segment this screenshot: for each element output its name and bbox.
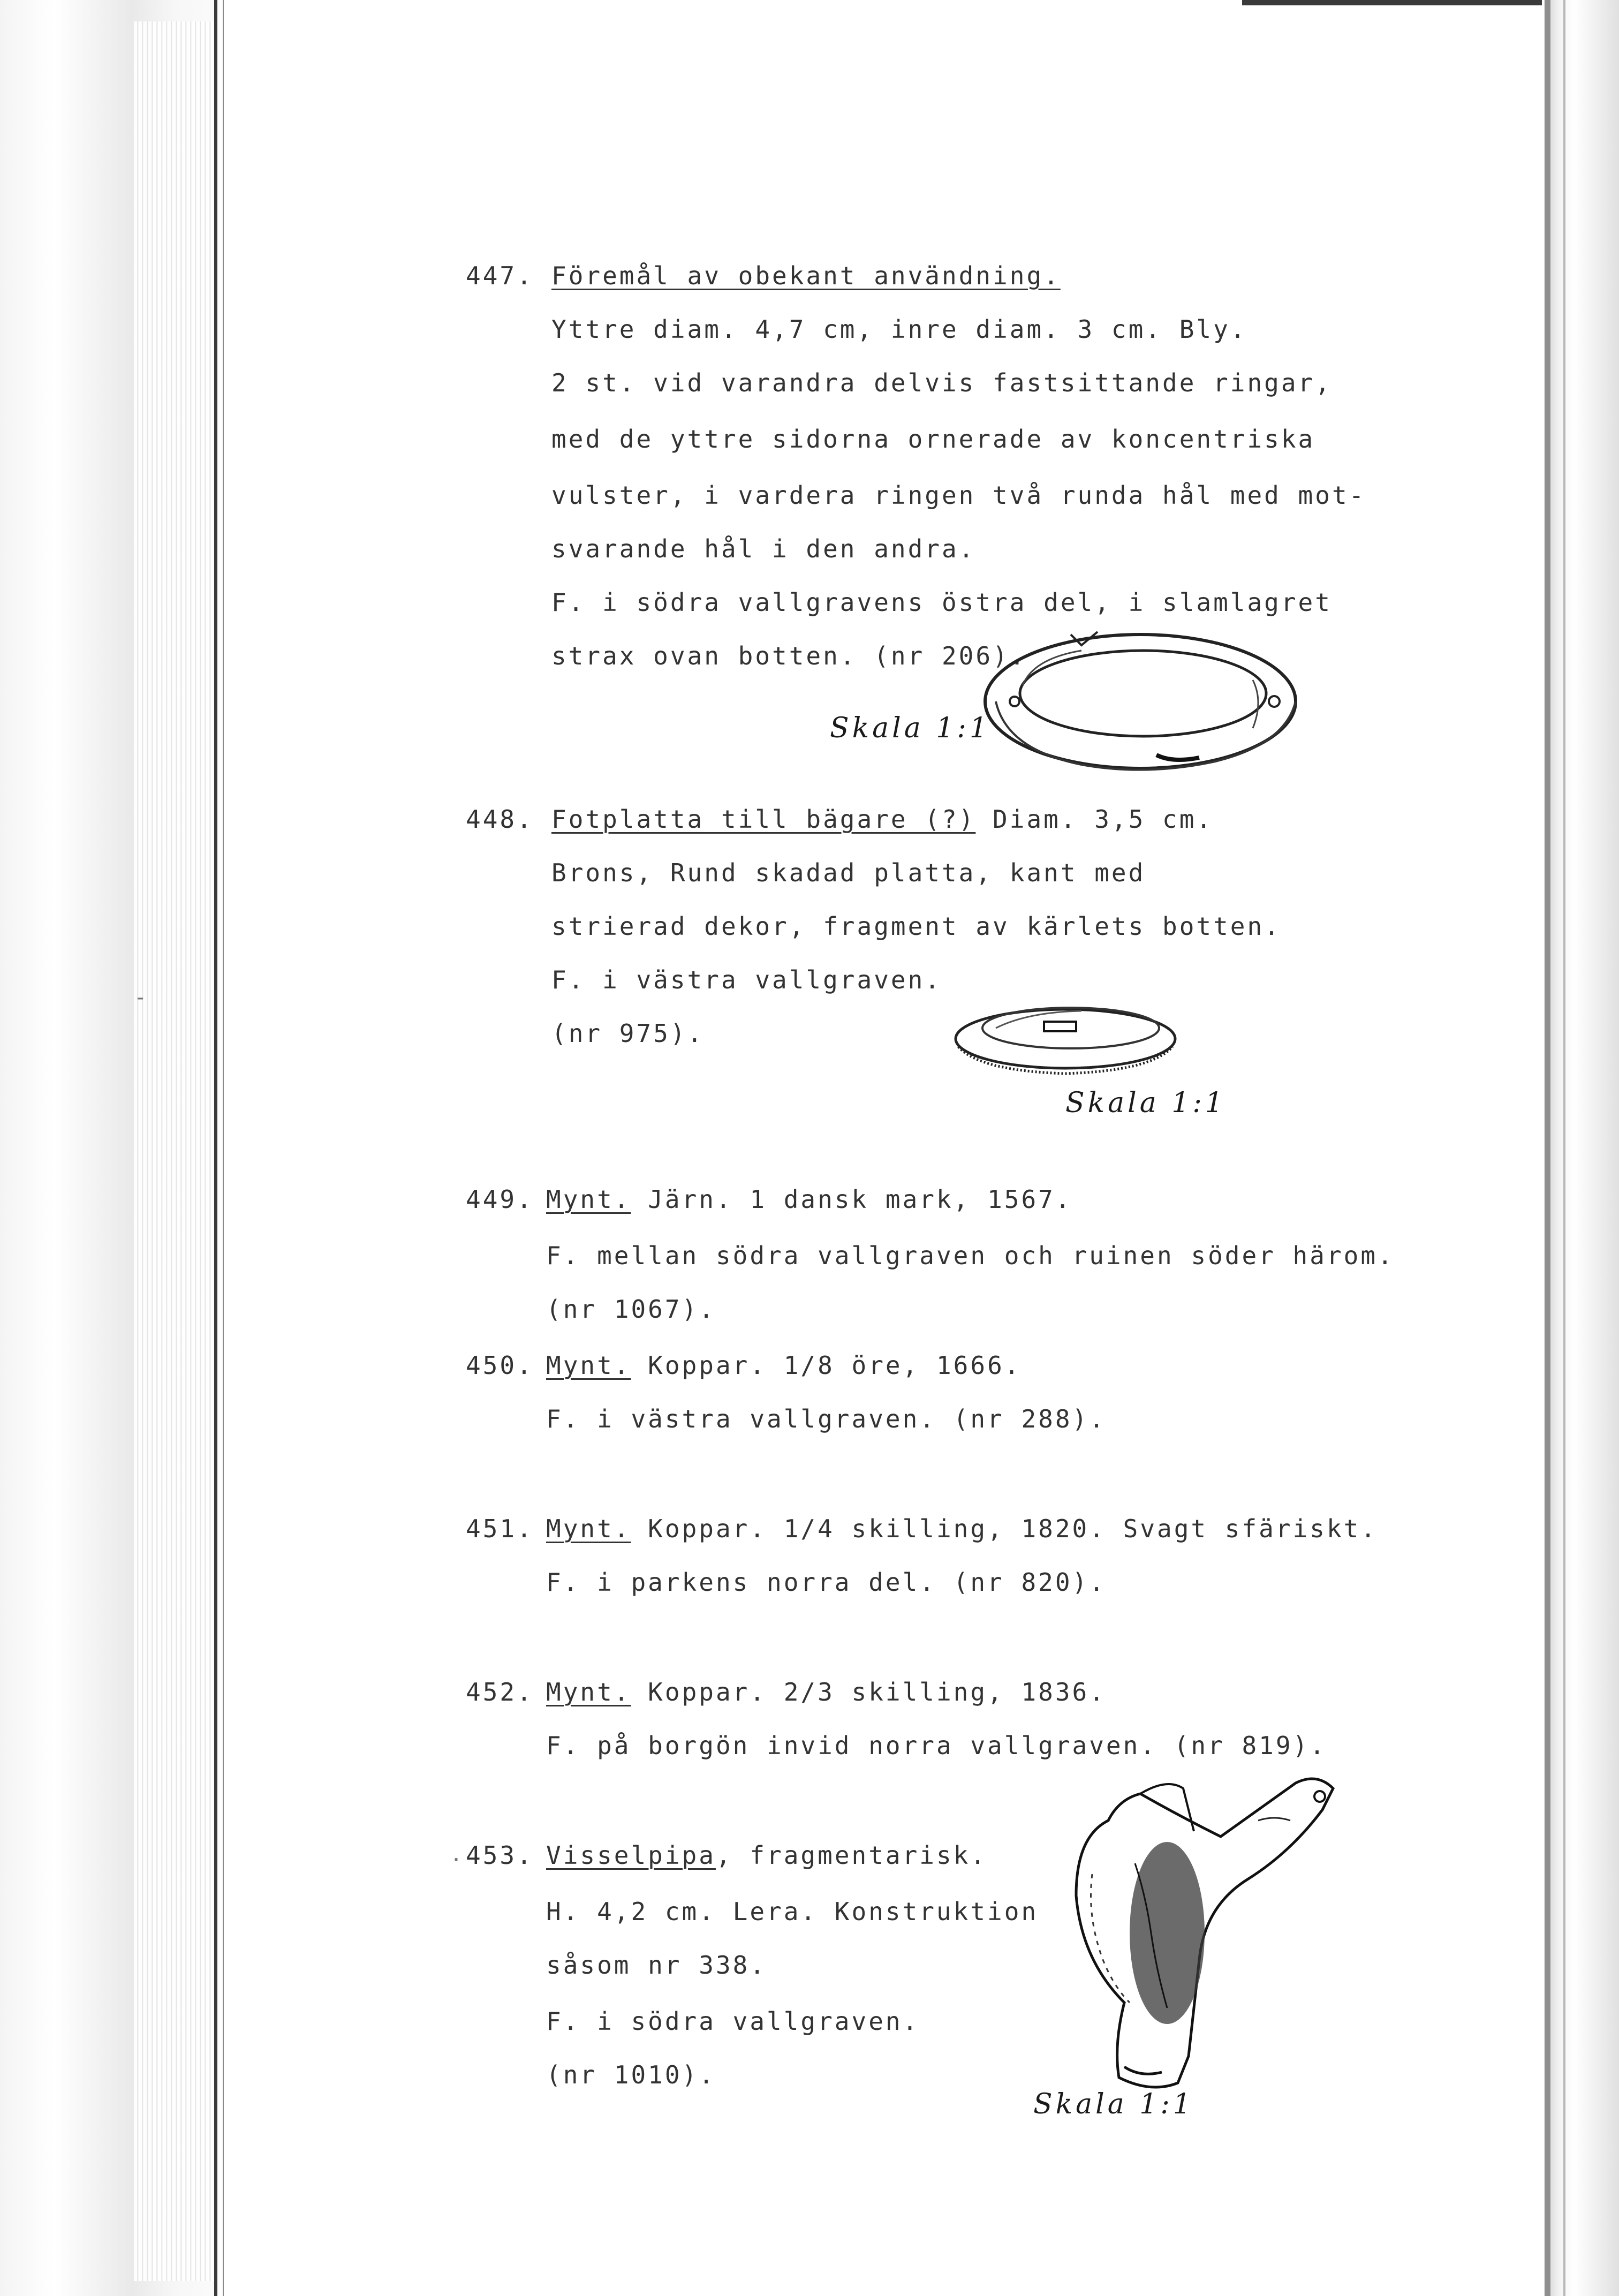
lead-ring-drawing [974, 621, 1306, 782]
foot-plate-drawing [948, 996, 1183, 1082]
entry-title-rest: Koppar. 1/4 skilling, 1820. Svagt sfäriskt. [631, 1514, 1378, 1543]
entry-title-line [551, 803, 1213, 835]
entry-number: 450. [466, 1351, 534, 1380]
entry-line: strierad dekor, fragment av kärlets botten. [551, 912, 1281, 941]
entry-title: Föremål av obekant användning. [551, 261, 1061, 290]
entry-line: Yttre diam. 4,7 cm, inre diam. 3 cm. Bly. [551, 315, 1247, 344]
entry-line: F. i västra vallgraven. (nr 288). [546, 1404, 1106, 1433]
scale-label: Skala 1:1 [1065, 1087, 1226, 1119]
entry-title: Fotplatta till bägare (?) [551, 805, 976, 834]
entry-number: 449. [466, 1185, 534, 1214]
entry-line: F. i västra vallgraven. [551, 965, 942, 994]
entry-line: F. i södra vallgraven. [546, 2007, 920, 2036]
entry-line: såsom nr 338. [546, 1951, 767, 1980]
margin-dot: . [450, 1842, 463, 1867]
entry-line: F. i parkens norra del. (nr 820). [546, 1568, 1106, 1597]
entry-line: F. på borgön invid norra vallgraven. (nr 819). [546, 1731, 1327, 1760]
entry-line: (nr 1067). [546, 1295, 716, 1324]
entry-line: H. 4,2 cm. Lera. Konstruktion [546, 1897, 1039, 1926]
entry-line: med de yttre sidorna ornerade av koncentriska [551, 425, 1315, 454]
scale-label: Skala 1:1 [830, 712, 990, 744]
whistle-drawing [1044, 1756, 1344, 2099]
margin-mark: - [134, 985, 147, 1010]
entry-title-rest: Koppar. 2/3 skilling, 1836. [631, 1678, 1106, 1706]
entry-title-line [546, 1839, 987, 1871]
entry-title-line [546, 1349, 1021, 1381]
entry-title-rest: Järn. 1 dansk mark, 1567. [631, 1185, 1072, 1214]
entry-title: Mynt. [546, 1351, 631, 1380]
entry-title-line [546, 1183, 1072, 1215]
entry-number: 453. [466, 1841, 534, 1870]
entry-number: 448. [466, 805, 534, 834]
entry-title-rest: Koppar. 1/8 öre, 1666. [631, 1351, 1022, 1380]
entry-line: vulster, i vardera ringen två runda hål med mot- [551, 481, 1366, 510]
entry-title: Mynt. [546, 1514, 631, 1543]
entry-line: Brons, Rund skadad platta, kant med [551, 858, 1146, 887]
entry-line: (nr 1010). [546, 2060, 716, 2089]
entry-title-rest: , fragmentarisk. [715, 1841, 988, 1870]
entry-line: strax ovan botten. (nr 206). [551, 641, 1027, 670]
entry-title: Visselpipa [546, 1841, 716, 1870]
entry-line: svarande hål i den andra. [551, 534, 976, 563]
entry-number: 447. [466, 261, 534, 290]
entry-number: 451. [466, 1514, 534, 1543]
entry-line: F. mellan södra vallgraven och ruinen söder härom. [546, 1241, 1395, 1270]
entry-line: 2 st. vid varandra delvis fastsittande ringar, [551, 368, 1332, 397]
entry-title-line [546, 1676, 1106, 1708]
scale-label: Skala 1:1 [1033, 2088, 1194, 2120]
entry-title: Mynt. [546, 1185, 631, 1214]
entry-line: (nr 975). [551, 1019, 705, 1048]
entry-title-line [546, 1513, 1378, 1545]
entry-number: 452. [466, 1678, 534, 1706]
entry-title-rest: Diam. 3,5 cm. [975, 805, 1214, 834]
entry-line: F. i södra vallgravens östra del, i slamlagret [551, 588, 1332, 617]
entry-title: Mynt. [546, 1678, 631, 1706]
